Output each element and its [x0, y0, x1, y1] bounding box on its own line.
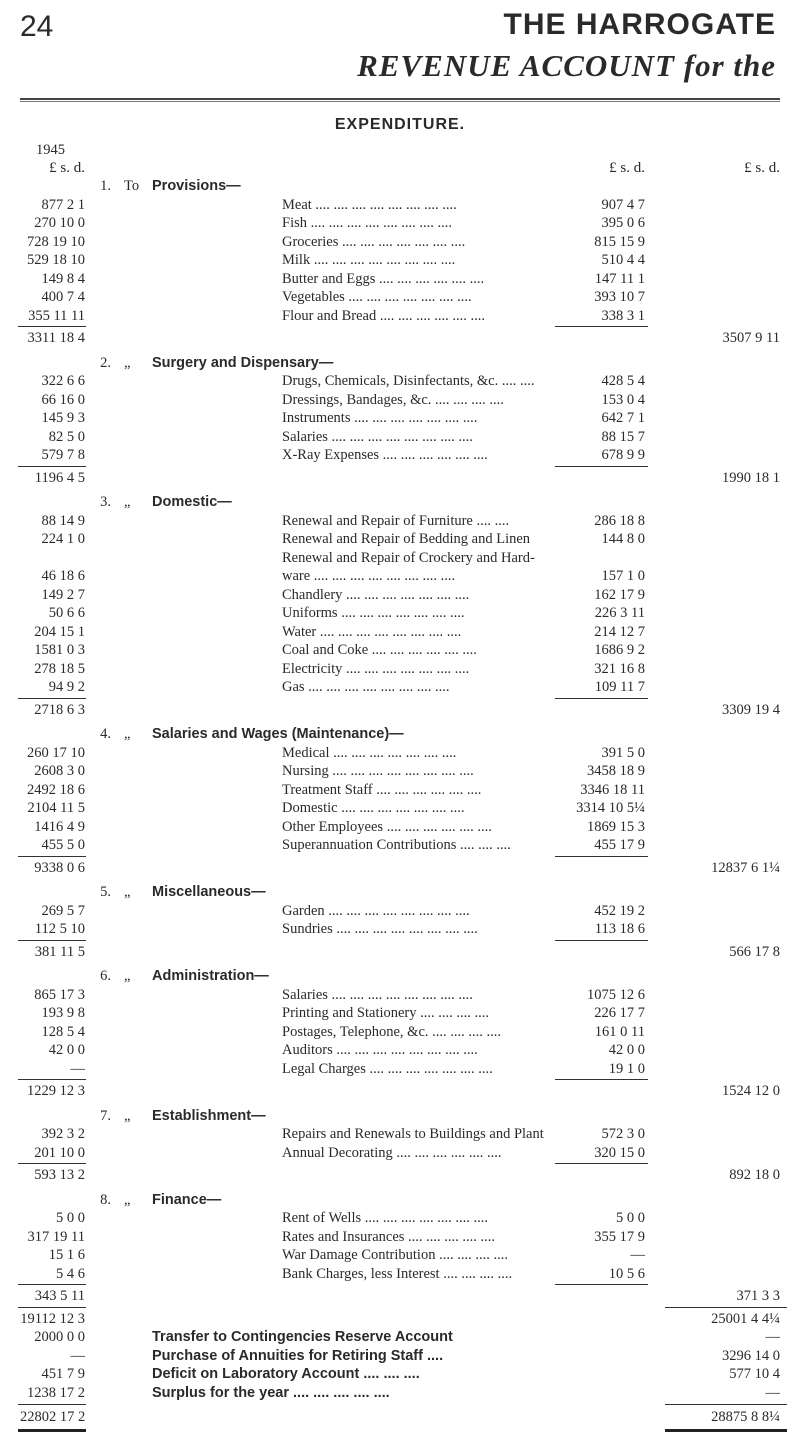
prior-year-amount: 82 5 0	[48, 428, 85, 445]
ditto-mark: „	[124, 494, 131, 510]
prior-year-amount: 88 14 9	[41, 512, 85, 529]
prior-subtotal-rule	[18, 326, 86, 327]
prior-year-amount: 1416 4 9	[34, 818, 85, 835]
ledger-row	[0, 195, 800, 215]
item-description: Flour and Bread .... .... .... .... .... ....	[282, 307, 485, 324]
item-description: Garden .... .... .... .... .... .... .... ....	[282, 902, 470, 919]
item-description: Fish .... .... .... .... .... .... .... ....	[282, 215, 452, 231]
currency-heading-row	[0, 158, 800, 178]
ledger-row	[0, 659, 800, 679]
group-number: 3.	[100, 494, 111, 510]
prior-year-amount: 15 1 6	[48, 1247, 85, 1263]
ledger-row	[0, 1143, 800, 1163]
prior-year-amount: 2492 18 6	[27, 781, 85, 798]
group-number: 8.	[100, 1191, 111, 1208]
item-amount: 391 5 0	[601, 744, 645, 761]
item-description: Superannuation Contributions .... .... ....	[282, 837, 511, 853]
item-amount: 393 10 7	[594, 289, 645, 305]
item-description: Other Employees .... .... .... .... .... ....	[282, 818, 492, 835]
ledger-row	[0, 585, 800, 605]
grand-total-row	[0, 1407, 800, 1427]
group-total-row	[0, 328, 800, 348]
ledger-row	[0, 1327, 800, 1347]
ditto-mark: „	[124, 1107, 131, 1124]
item-amount: 161 0 11	[594, 1023, 645, 1040]
prior-year-group-total: 381 11 5	[34, 943, 85, 960]
prior-year-subtotal: 19112 12 3	[20, 1310, 85, 1327]
item-amount: 286 18 8	[594, 512, 645, 529]
prior-subtotal-rule	[18, 1284, 86, 1285]
page-number: 24	[20, 10, 54, 43]
group-heading-row	[0, 966, 800, 986]
group-number: 1.	[100, 178, 111, 194]
item-amount: 88 15 7	[601, 428, 645, 445]
group-total-row	[0, 942, 800, 962]
ditto-mark: „	[124, 726, 131, 742]
prior-year-amount: 877 2 1	[41, 196, 85, 213]
prior-year-amount: 2000 0 0	[34, 1329, 85, 1345]
group-total: 371 3 3	[736, 1288, 780, 1304]
item-description: Rates and Insurances .... .... .... .... ....	[282, 1228, 496, 1245]
item-description: Uniforms .... .... .... .... .... .... ....	[282, 605, 465, 621]
group-total: 566 17 8	[729, 943, 780, 960]
item-description: Domestic .... .... .... .... .... .... ....	[282, 800, 465, 816]
prior-year-group-total: 343 5 11	[34, 1288, 85, 1304]
prior-year-amount: 112 5 10	[34, 921, 85, 937]
prior-year-amount: 50 6 6	[48, 605, 85, 621]
item-description: Vegetables .... .... .... .... .... .... ....	[282, 289, 472, 305]
item-amount: 3314 10 5¼	[576, 800, 645, 816]
item-description: Repairs and Renewals to Buildings and Plant	[282, 1126, 544, 1142]
prior-year-amount: 455 5 0	[41, 837, 85, 853]
subtotal-rule-right	[665, 1307, 787, 1308]
ledger-row	[0, 269, 800, 289]
item-amount: 5 0 0	[616, 1210, 645, 1226]
ledger-row	[0, 677, 800, 697]
group-total: 1990 18 1	[722, 469, 780, 486]
grand-total: 28875 8 8¼	[711, 1409, 780, 1425]
item-amount: 815 15 9	[594, 233, 645, 250]
item-description: Renewal and Repair of Bedding and Linen	[282, 531, 531, 547]
item-amount: 157 1 0	[601, 568, 645, 584]
prior-year-group-total: 2718 6 3	[34, 701, 85, 718]
prior-subtotal-rule	[18, 466, 86, 467]
group-number: 2.	[100, 354, 111, 371]
prior-year-amount: 201 10 0	[34, 1144, 85, 1161]
item-description: Butter and Eggs .... .... .... .... .... ....	[282, 270, 485, 287]
group-heading: Administration—	[152, 968, 269, 984]
subtotal-amount: 25001 4 4¼	[711, 1310, 780, 1327]
item-description: Medical .... .... .... .... .... .... ....	[282, 744, 457, 761]
group-heading-row	[0, 882, 800, 902]
item-amount: 1686 9 2	[594, 642, 645, 658]
ledger-row	[0, 445, 800, 465]
ledger-row	[0, 390, 800, 410]
item-description: Legal Charges .... .... .... .... .... .... ....	[282, 1060, 493, 1077]
item-amount: 226 3 11	[594, 605, 645, 621]
group-number: 6.	[100, 968, 111, 984]
ledger-row	[0, 1003, 800, 1023]
item-amount: 907 4 7	[601, 196, 645, 213]
ledger-row	[0, 306, 800, 326]
group-heading: Surgery and Dispensary—	[152, 354, 334, 371]
year-row	[0, 140, 800, 160]
item-description: Gas .... .... .... .... .... .... .... ....	[282, 679, 450, 695]
prior-year-amount: 193 9 8	[41, 1005, 85, 1021]
prior-year-group-total: 9338 0 6	[34, 859, 85, 876]
item-amount: 162 17 9	[594, 586, 645, 603]
year-label: 1945	[36, 142, 65, 158]
ledger-row	[0, 1364, 800, 1384]
section-heading: EXPENDITURE.	[334, 116, 466, 133]
item-amount: 321 16 8	[594, 660, 645, 677]
ledger-row	[0, 901, 800, 921]
group-heading-row	[0, 1190, 800, 1210]
prior-year-amount: 149 8 4	[41, 270, 85, 287]
group-heading: Miscellaneous—	[152, 884, 266, 900]
item-amount: 144 8 0	[601, 531, 645, 547]
item-description: Deficit on Laboratory Account .... .... ....	[152, 1366, 420, 1382]
item-description: Chandlery .... .... .... .... .... .... ....	[282, 586, 470, 603]
item-amount: 395 0 6	[601, 215, 645, 231]
prior-subtotal-rule	[18, 1079, 86, 1080]
group-total-row	[0, 1165, 800, 1185]
prior-year-amount: 1238 17 2	[27, 1384, 85, 1401]
currency-heading-left: £ s. d.	[49, 160, 85, 176]
item-amount: 226 17 7	[594, 1005, 645, 1021]
prior-subtotal-rule	[18, 1163, 86, 1164]
ledger-row	[0, 511, 800, 531]
group-total-row	[0, 1286, 800, 1306]
item-subtotal-rule	[555, 698, 648, 699]
item-amount: —	[630, 1247, 645, 1263]
ledger-row	[0, 1346, 800, 1366]
item-amount: 678 9 9	[601, 447, 645, 463]
item-description: Sundries .... .... .... .... .... .... .... ....	[282, 921, 478, 937]
subtotal-row	[0, 1309, 800, 1329]
item-description: Auditors .... .... .... .... .... .... .... ....	[282, 1042, 478, 1058]
item-description: Dressings, Bandages, &c. .... .... .... ....	[282, 391, 504, 408]
item-description: Coal and Coke .... .... .... .... .... ....	[282, 642, 477, 658]
group-total: 1524 12 0	[722, 1083, 780, 1099]
ledger-row	[0, 1383, 800, 1403]
prior-year-group-total: 3311 18 4	[27, 330, 85, 346]
ledger-row	[0, 743, 800, 763]
prior-year-grand-total: 22802 17 2	[20, 1409, 86, 1425]
prior-year-amount: 46 18 6	[41, 568, 85, 584]
ledger-row	[0, 1022, 800, 1042]
ledger-row	[0, 566, 800, 586]
group-heading-row	[0, 1106, 800, 1126]
item-amount: 320 15 0	[594, 1144, 645, 1161]
group-total-row	[0, 858, 800, 878]
ledger-row	[0, 835, 800, 855]
prior-year-amount: 1581 0 3	[34, 642, 85, 658]
ledger-row	[0, 780, 800, 800]
report-title: THE HARROGATE	[503, 8, 776, 41]
ledger-row	[0, 529, 800, 549]
prior-year-amount: 322 6 6	[41, 373, 85, 389]
item-amount: —	[765, 1384, 780, 1401]
ledger-row	[0, 1208, 800, 1228]
ledger-row	[0, 985, 800, 1005]
prior-year-amount: 42 0 0	[48, 1042, 85, 1058]
group-number: 4.	[100, 726, 111, 742]
group-number: 5.	[100, 884, 111, 900]
group-heading-row	[0, 492, 800, 512]
item-amount: 3458 18 9	[587, 763, 645, 779]
to-label: To	[124, 178, 140, 194]
group-heading: Domestic—	[152, 494, 232, 510]
item-amount: 113 18 6	[594, 921, 645, 937]
item-description: Meat .... .... .... .... .... .... .... ....	[282, 196, 457, 213]
ledger-row	[0, 250, 800, 270]
item-description: ware .... .... .... .... .... .... .... ....	[282, 568, 456, 584]
group-heading: Finance—	[152, 1191, 222, 1208]
item-amount: 577 10 4	[729, 1366, 780, 1382]
prior-year-group-total: 593 13 2	[34, 1167, 85, 1183]
item-description: Drugs, Chemicals, Disinfectants, &c. .... ....	[282, 373, 535, 389]
prior-subtotal-rule	[18, 940, 86, 941]
item-amount: 3296 14 0	[722, 1347, 780, 1364]
item-description: X-Ray Expenses .... .... .... .... .... ....	[282, 447, 488, 463]
ledger-row	[0, 427, 800, 447]
prior-year-amount: 149 2 7	[41, 586, 85, 603]
ledger-row	[0, 408, 800, 428]
item-description: Groceries .... .... .... .... .... .... ....	[282, 233, 466, 250]
item-amount: 214 12 7	[594, 623, 645, 640]
item-subtotal-rule	[555, 326, 648, 327]
item-description: Purchase of Annuities for Retiring Staff ....	[152, 1347, 444, 1364]
item-description: Bank Charges, less Interest .... .... .... ....	[282, 1265, 513, 1282]
ledger-row	[0, 548, 800, 568]
ledger-row	[0, 371, 800, 391]
prior-year-amount: 392 3 2	[41, 1126, 85, 1142]
prior-year-amount: 579 7 8	[41, 447, 85, 463]
prior-year-amount: 94 9 2	[48, 679, 85, 695]
prior-year-amount: 278 18 5	[34, 660, 85, 677]
item-amount: 455 17 9	[594, 837, 645, 853]
item-description: Postages, Telephone, &c. .... .... .... ....	[282, 1023, 502, 1040]
group-total: 3507 9 11	[722, 330, 780, 346]
prior-year-amount: 269 5 7	[41, 902, 85, 919]
item-description: Printing and Stationery .... .... .... ....	[282, 1005, 490, 1021]
ledger-row	[0, 213, 800, 233]
prior-year-amount: 317 19 11	[27, 1228, 85, 1245]
item-amount: 355 17 9	[594, 1228, 645, 1245]
item-amount: 19 1 0	[608, 1060, 645, 1077]
prior-year-amount: 270 10 0	[34, 215, 85, 231]
group-heading-row	[0, 176, 800, 196]
prior-subtotal-rule	[18, 698, 86, 699]
prior-subtotal-rule	[18, 856, 86, 857]
prior-year-amount: 2104 11 5	[27, 800, 85, 816]
prior-year-amount: 2608 3 0	[34, 763, 85, 779]
item-description: War Damage Contribution .... .... .... ....	[282, 1247, 508, 1263]
ledger-row	[0, 1059, 800, 1079]
item-description: Transfer to Contingencies Reserve Account	[152, 1329, 453, 1345]
item-amount: 147 11 1	[594, 270, 645, 287]
item-amount: 510 4 4	[601, 252, 645, 268]
item-description: Renewal and Repair of Furniture .... ....	[282, 512, 510, 529]
item-amount: 1869 15 3	[587, 818, 645, 835]
item-description: Renewal and Repair of Crockery and Hard-	[282, 549, 535, 566]
group-total-row	[0, 1081, 800, 1101]
prior-year-amount: 5 4 6	[56, 1265, 85, 1282]
ditto-mark: „	[124, 354, 131, 371]
item-amount: 10 5 6	[608, 1265, 645, 1282]
ledger-row	[0, 1040, 800, 1060]
item-description: Nursing .... .... .... .... .... .... .... ....	[282, 763, 474, 779]
item-description: Salaries .... .... .... .... .... .... .... ....	[282, 986, 473, 1003]
item-amount: 109 11 7	[594, 679, 645, 695]
ledger-row	[0, 1227, 800, 1247]
currency-heading-mid: £ s. d.	[609, 160, 645, 176]
group-heading-row	[0, 353, 800, 373]
item-subtotal-rule	[555, 856, 648, 857]
subtotal-rule	[18, 1307, 86, 1308]
grand-total-rule-right	[665, 1404, 787, 1405]
group-heading: Salaries and Wages (Maintenance)—	[152, 726, 404, 742]
prior-year-amount: 451 7 9	[41, 1366, 85, 1382]
report-subtitle: REVENUE ACCOUNT for the	[357, 48, 776, 83]
ledger-row	[0, 919, 800, 939]
group-total: 892 18 0	[729, 1167, 780, 1183]
group-total: 12837 6 1¼	[711, 859, 780, 876]
prior-year-group-total: 1196 4 5	[34, 469, 85, 486]
prior-year-amount: 728 19 10	[27, 233, 85, 250]
item-subtotal-rule	[555, 940, 648, 941]
prior-year-amount: 400 7 4	[41, 289, 85, 305]
group-heading: Establishment—	[152, 1107, 266, 1124]
group-total-row	[0, 700, 800, 720]
ledger-row	[0, 1245, 800, 1265]
prior-year-amount: 529 18 10	[27, 252, 85, 268]
item-description: Treatment Staff .... .... .... .... .... ....	[282, 781, 482, 798]
ledger-row	[0, 798, 800, 818]
group-heading: Provisions—	[152, 178, 241, 194]
prior-year-amount: 128 5 4	[41, 1023, 85, 1040]
item-subtotal-rule	[555, 466, 648, 467]
item-amount: 1075 12 6	[587, 986, 645, 1003]
prior-year-amount: 145 9 3	[41, 410, 85, 426]
ditto-mark: „	[124, 968, 131, 984]
ledger-row	[0, 640, 800, 660]
item-amount: 338 3 1	[601, 307, 645, 324]
item-description: Annual Decorating .... .... .... .... .... ....	[282, 1144, 502, 1161]
item-amount: 42 0 0	[608, 1042, 645, 1058]
ledger-row	[0, 287, 800, 307]
item-amount: 642 7 1	[601, 410, 645, 426]
item-amount: —	[765, 1329, 780, 1345]
prior-year-amount: —	[70, 1060, 85, 1077]
prior-year-amount: 224 1 0	[41, 531, 85, 547]
item-amount: 452 19 2	[594, 902, 645, 919]
prior-year-amount: 260 17 10	[27, 744, 85, 761]
ledger-row	[0, 603, 800, 623]
item-subtotal-rule	[555, 1163, 648, 1164]
item-description: Electricity .... .... .... .... .... .... ....	[282, 660, 470, 677]
item-description: Rent of Wells .... .... .... .... .... .... ....	[282, 1210, 488, 1226]
prior-year-amount: 204 15 1	[34, 623, 85, 640]
item-subtotal-rule	[555, 1079, 648, 1080]
grand-total-rule	[18, 1404, 86, 1405]
prior-year-amount: 355 11 11	[28, 307, 85, 324]
item-amount: 428 5 4	[601, 373, 645, 389]
item-description: Water .... .... .... .... .... .... .... ....	[282, 623, 462, 640]
item-amount: 3346 18 11	[580, 781, 645, 798]
item-amount: 572 3 0	[601, 1126, 645, 1142]
prior-year-group-total: 1229 12 3	[27, 1083, 85, 1099]
prior-year-amount: —	[70, 1347, 85, 1364]
item-description: Instruments .... .... .... .... .... .... ....	[282, 410, 478, 426]
item-subtotal-rule	[555, 1284, 648, 1285]
ledger-row	[0, 761, 800, 781]
ledger-row	[0, 817, 800, 837]
group-total: 3309 19 4	[722, 701, 780, 718]
group-total-row	[0, 468, 800, 488]
item-amount: 153 0 4	[601, 391, 645, 408]
item-description: Milk .... .... .... .... .... .... .... ....	[282, 252, 456, 268]
prior-year-amount: 5 0 0	[56, 1210, 85, 1226]
group-number: 7.	[100, 1107, 111, 1124]
item-description: Salaries .... .... .... .... .... .... .... ....	[282, 428, 473, 445]
ditto-mark: „	[124, 884, 131, 900]
ledger-row	[0, 622, 800, 642]
title-divider	[20, 98, 780, 102]
ledger-row	[0, 1124, 800, 1144]
item-description: Surplus for the year .... .... .... .... ....	[152, 1384, 390, 1401]
prior-year-amount: 66 16 0	[41, 391, 85, 408]
ditto-mark: „	[124, 1191, 131, 1208]
group-heading-row	[0, 724, 800, 744]
prior-year-amount: 865 17 3	[34, 986, 85, 1003]
currency-heading-right: £ s. d.	[744, 160, 780, 176]
ledger-row	[0, 232, 800, 252]
ledger-row	[0, 1264, 800, 1284]
